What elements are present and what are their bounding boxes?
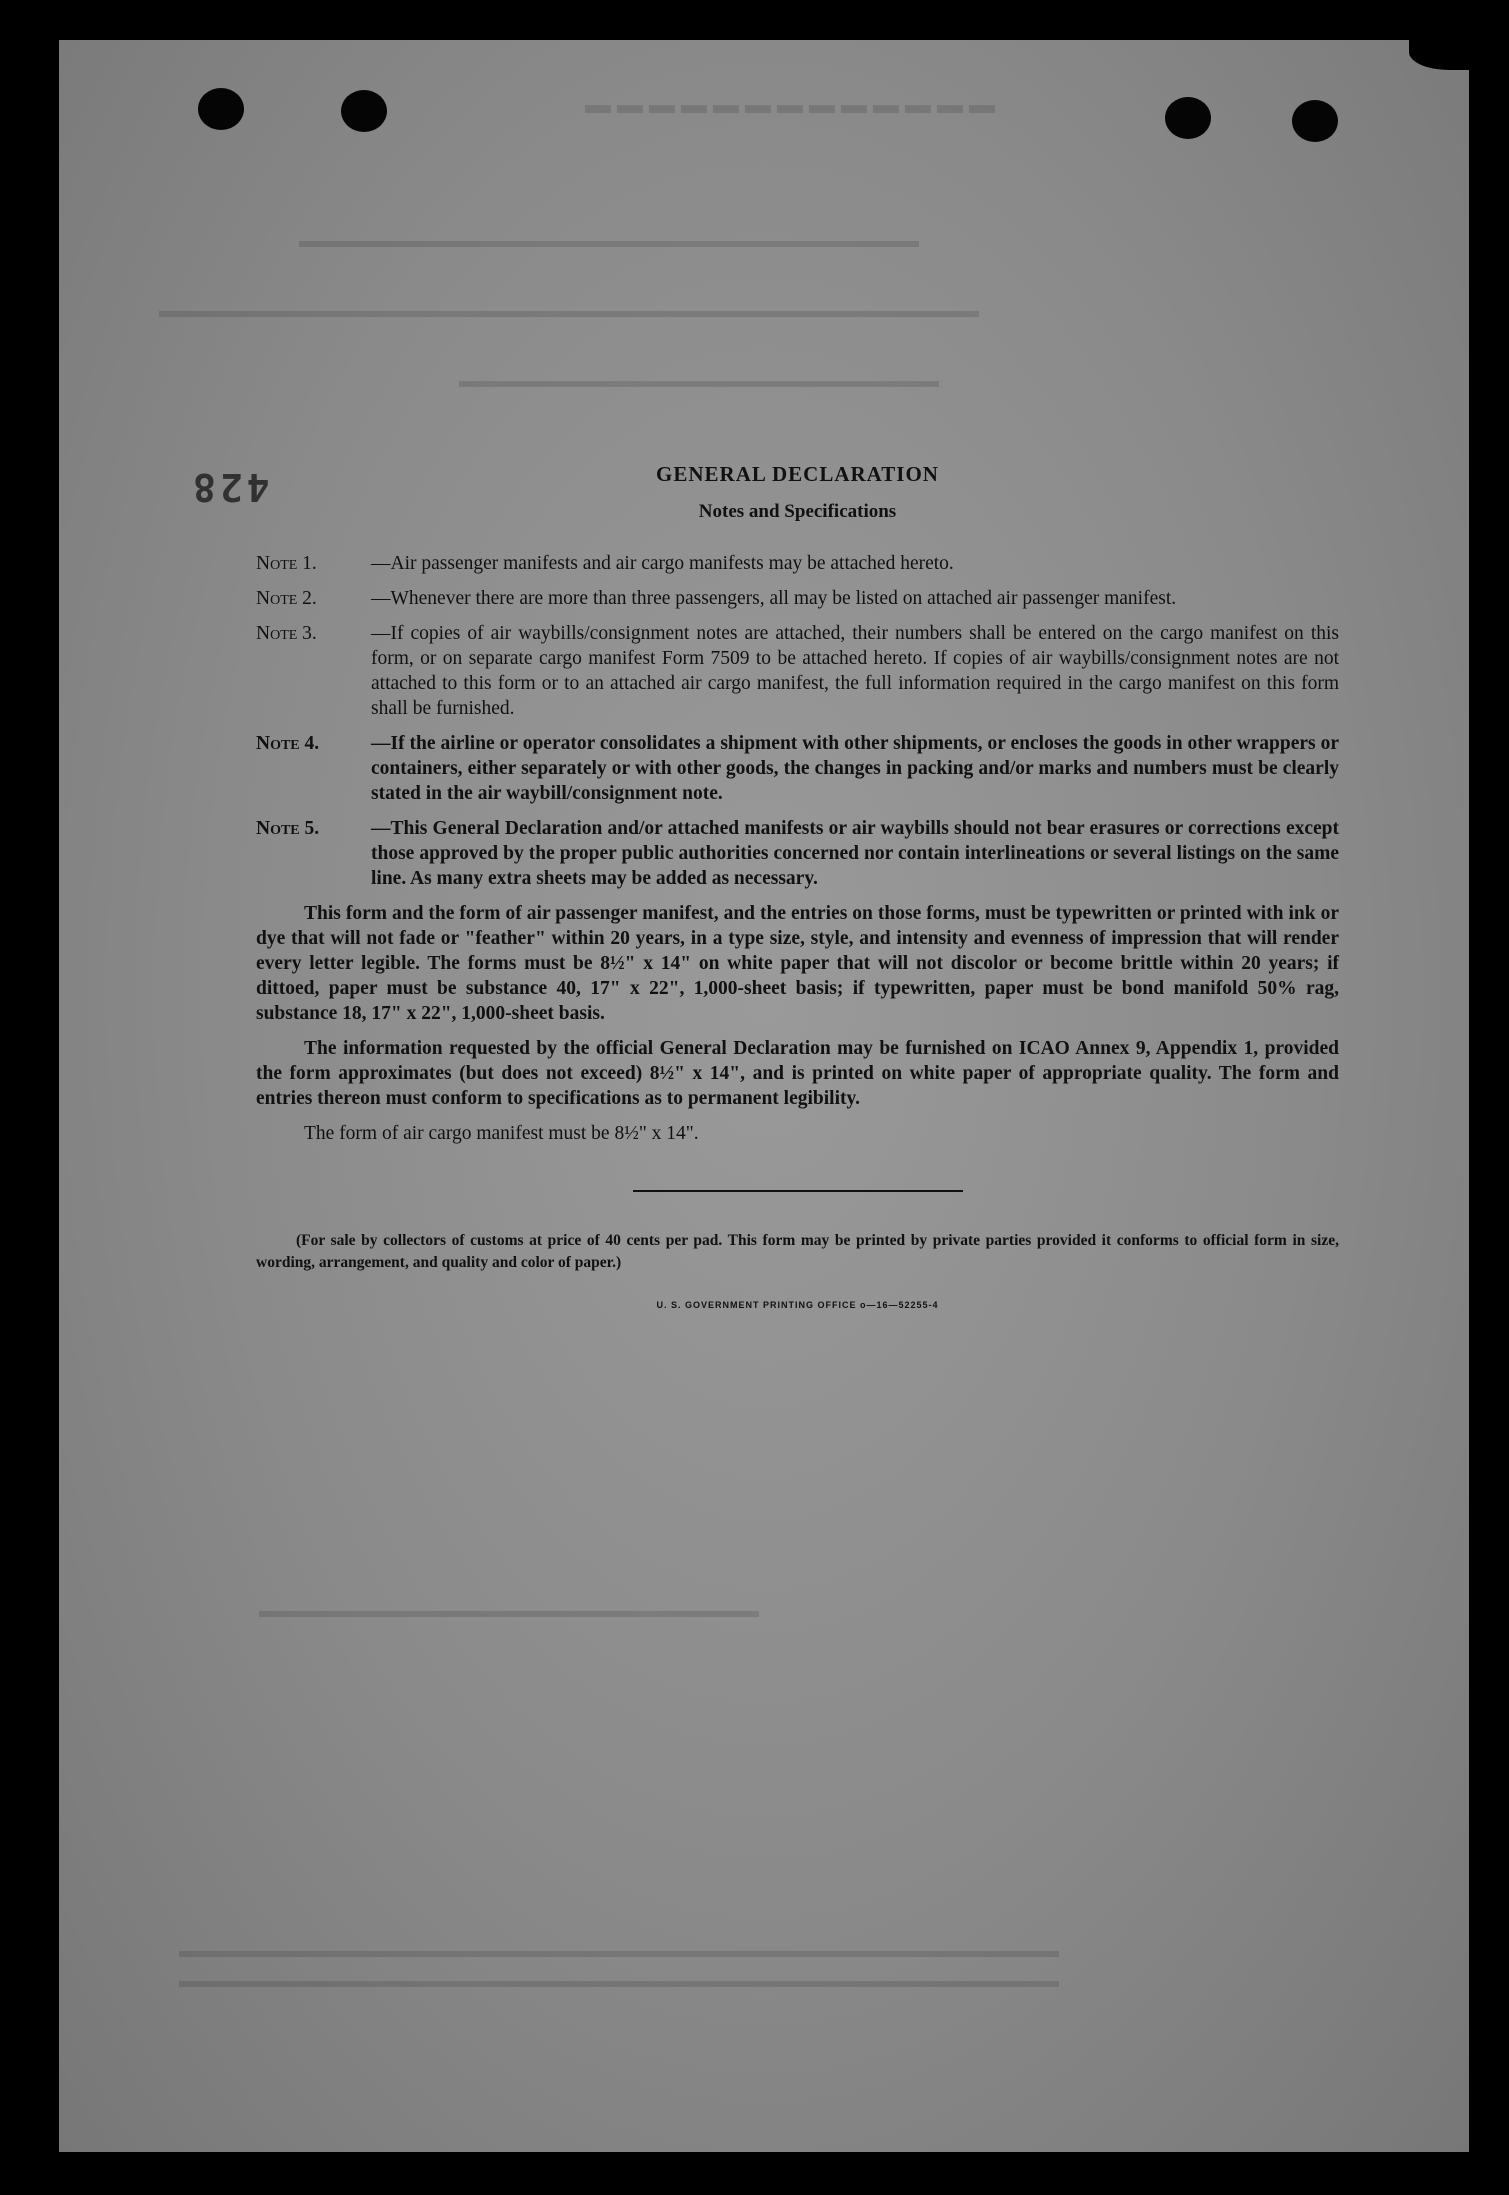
punch-hole <box>198 88 244 130</box>
note-label: Note 2. <box>256 588 317 609</box>
punch-hole <box>1292 100 1338 142</box>
page-subtitle: Notes and Specifications <box>698 501 897 522</box>
paragraph-form-requirements: This form and the form of air passenger manifest, and the entries on those forms, must be typewritten or printed with ink or dye that will not fade or "feather" within 20 years, in a type size, style, and intensity and evenness of impression that will render every letter legible. The forms must be 8½" x 14" on white paper that will not discolor or become brittle within 20 years; if dittoed, paper must be substance 40, 17" x 22", 1,000-sheet basis; if typewritten, paper must be bond manifold 50% rag, substance 18, 17" x 22", 1,000-sheet basis. <box>256 903 1339 1024</box>
declaration-notes <box>256 462 1339 1310</box>
bleed-through-text: ▬▬▬▬▬▬▬▬▬▬▬▬▬▬▬▬▬▬▬▬▬▬▬▬▬▬▬▬▬▬▬ <box>299 230 919 252</box>
note-label: Note 1. <box>256 553 317 574</box>
punch-hole <box>341 90 387 132</box>
note-text: —If copies of air waybills/consignment notes are attached, their numbers shall be entered on the cargo manifest on this form, or on separate cargo manifest Form 7509 to be attached hereto. If copies of air waybills/consignment notes are not attached to this form or to an attached air cargo manifest, the full information required in the cargo manifest on this form shall be furnished. <box>371 623 1339 719</box>
stamp-number: 428 <box>189 465 270 509</box>
note-label: Note 3. <box>256 623 317 644</box>
note-text: —If the airline or operator consolidates a shipment with other shipments, or encloses the goods in other wrappers or containers, either separately or with other goods, the changes in packing and/or marks and numbers must be clearly stated in the air waybill/consignment note. <box>371 733 1339 804</box>
bleed-through-text: ▬▬▬▬▬▬▬▬▬▬▬▬▬ <box>579 90 995 119</box>
paragraph-icao-annex: The information requested by the official General Declaration may be furnished on ICAO Annex 9, Appendix 1, provided the form approximates (but does not exceed) 8½" x 14", and is printed on white paper of appropriate quality. The form and entries thereon must conform to specifications as to permanent legibility. <box>256 1038 1339 1109</box>
punch-hole <box>1165 97 1211 139</box>
page-title: GENERAL DECLARATION <box>656 462 939 486</box>
divider-rule <box>633 1190 963 1192</box>
sale-note: (For sale by collectors of customs at price of 40 cents per pad. This form may be printed by private parties provided it conforms to official form in size, wording, arrangement, and quality and color of paper.) <box>256 1232 1339 1271</box>
note-2 <box>256 586 1339 611</box>
note-1 <box>256 551 1339 576</box>
torn-corner <box>1409 40 1469 70</box>
note-3 <box>256 621 1339 721</box>
note-label: Note 4. <box>256 733 320 754</box>
bleed-through-text: ▬▬▬▬▬▬▬▬▬▬▬▬▬▬▬▬▬▬▬▬▬▬▬▬ <box>459 370 939 392</box>
note-4 <box>256 731 1339 806</box>
bleed-through-text: ▬▬▬▬▬▬▬▬▬▬▬▬▬▬▬▬▬▬▬▬▬▬▬▬▬▬▬▬▬▬▬▬▬▬▬▬▬▬▬▬▬▬▬▬ <box>179 1970 1059 1992</box>
bleed-through-text: ▬▬▬▬▬▬▬▬▬▬▬▬▬▬▬▬▬▬▬▬▬▬▬▬▬▬▬▬▬▬▬▬▬▬▬▬▬▬▬▬▬▬▬▬ <box>179 1940 1059 1962</box>
note-text: —Air passenger manifests and air cargo manifests may be attached hereto. <box>371 553 954 574</box>
bleed-through-text: ▬▬▬▬▬▬▬▬▬▬▬▬▬▬▬▬▬▬▬▬▬▬▬▬▬▬▬▬▬▬▬▬▬▬▬▬▬▬▬▬▬ <box>159 300 979 322</box>
note-5 <box>256 816 1339 891</box>
document-page <box>59 40 1469 2152</box>
note-text: —Whenever there are more than three passengers, all may be listed on attached air passenger manifest. <box>371 588 1177 609</box>
paragraph-cargo-manifest-size: The form of air cargo manifest must be 8½" x 14". <box>304 1123 699 1144</box>
note-text: —This General Declaration and/or attached manifests or air waybills should not bear erasures or corrections except those approved by the proper public authorities concerned nor contain interlineations or several listings on the same line. As many extra sheets may be added as necessary. <box>371 818 1339 889</box>
bleed-through-text: ▬▬▬▬▬▬▬▬▬▬▬▬▬▬▬▬▬▬▬▬▬▬▬▬▬ <box>259 1600 759 1622</box>
printer-imprint: U. S. GOVERNMENT PRINTING OFFICE o—16—52255-4 <box>656 1300 939 1310</box>
note-label: Note 5. <box>256 818 320 839</box>
